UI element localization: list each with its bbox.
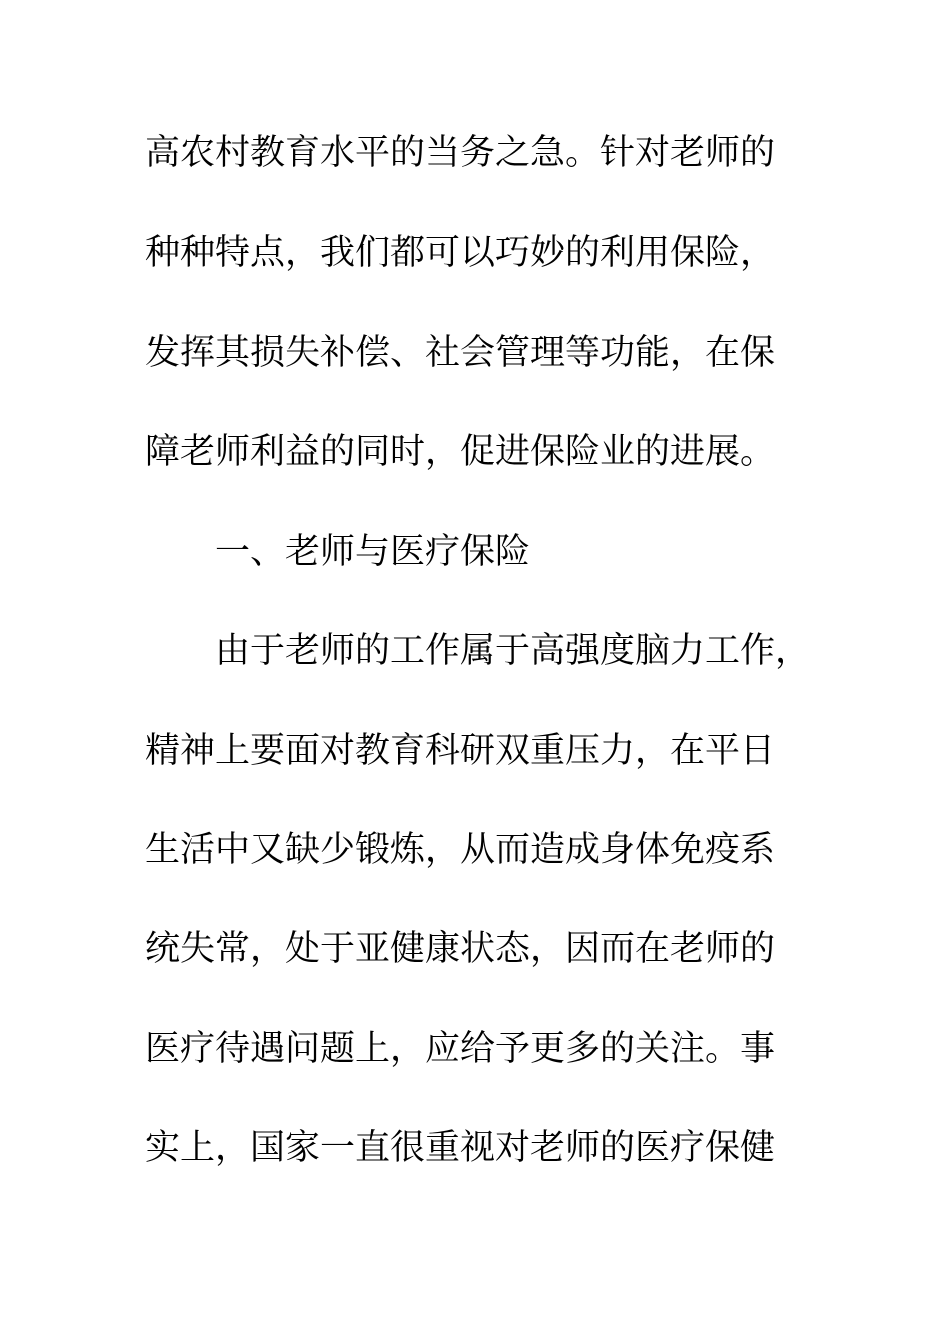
paragraph-line: 障老师利益的同时，促进保险业的进展。 [145, 432, 776, 472]
paragraph-line: 由于老师的工作属于高强度脑力工作， [215, 631, 811, 671]
paragraph-line: 医疗待遇问题上，应给予更多的关注。事 [145, 1029, 776, 1069]
paragraph-line: 精神上要面对教育科研双重压力，在平日 [145, 731, 776, 771]
paragraph-line: 种种特点，我们都可以巧妙的利用保险， [145, 233, 776, 273]
paragraph-line: 实上，国家一直很重视对老师的医疗保健 [145, 1128, 776, 1168]
paragraph-line: 发挥其损失补偿、社会管理等功能，在保 [145, 333, 776, 373]
section-heading: 一、老师与医疗保险 [215, 532, 531, 572]
paragraph-line: 统失常，处于亚健康状态，因而在老师的 [145, 929, 776, 969]
paragraph-line: 生活中又缺少锻炼，从而造成身体免疫系 [145, 830, 776, 870]
paragraph-line: 高农村教育水平的当务之急。针对老师的 [145, 133, 776, 173]
